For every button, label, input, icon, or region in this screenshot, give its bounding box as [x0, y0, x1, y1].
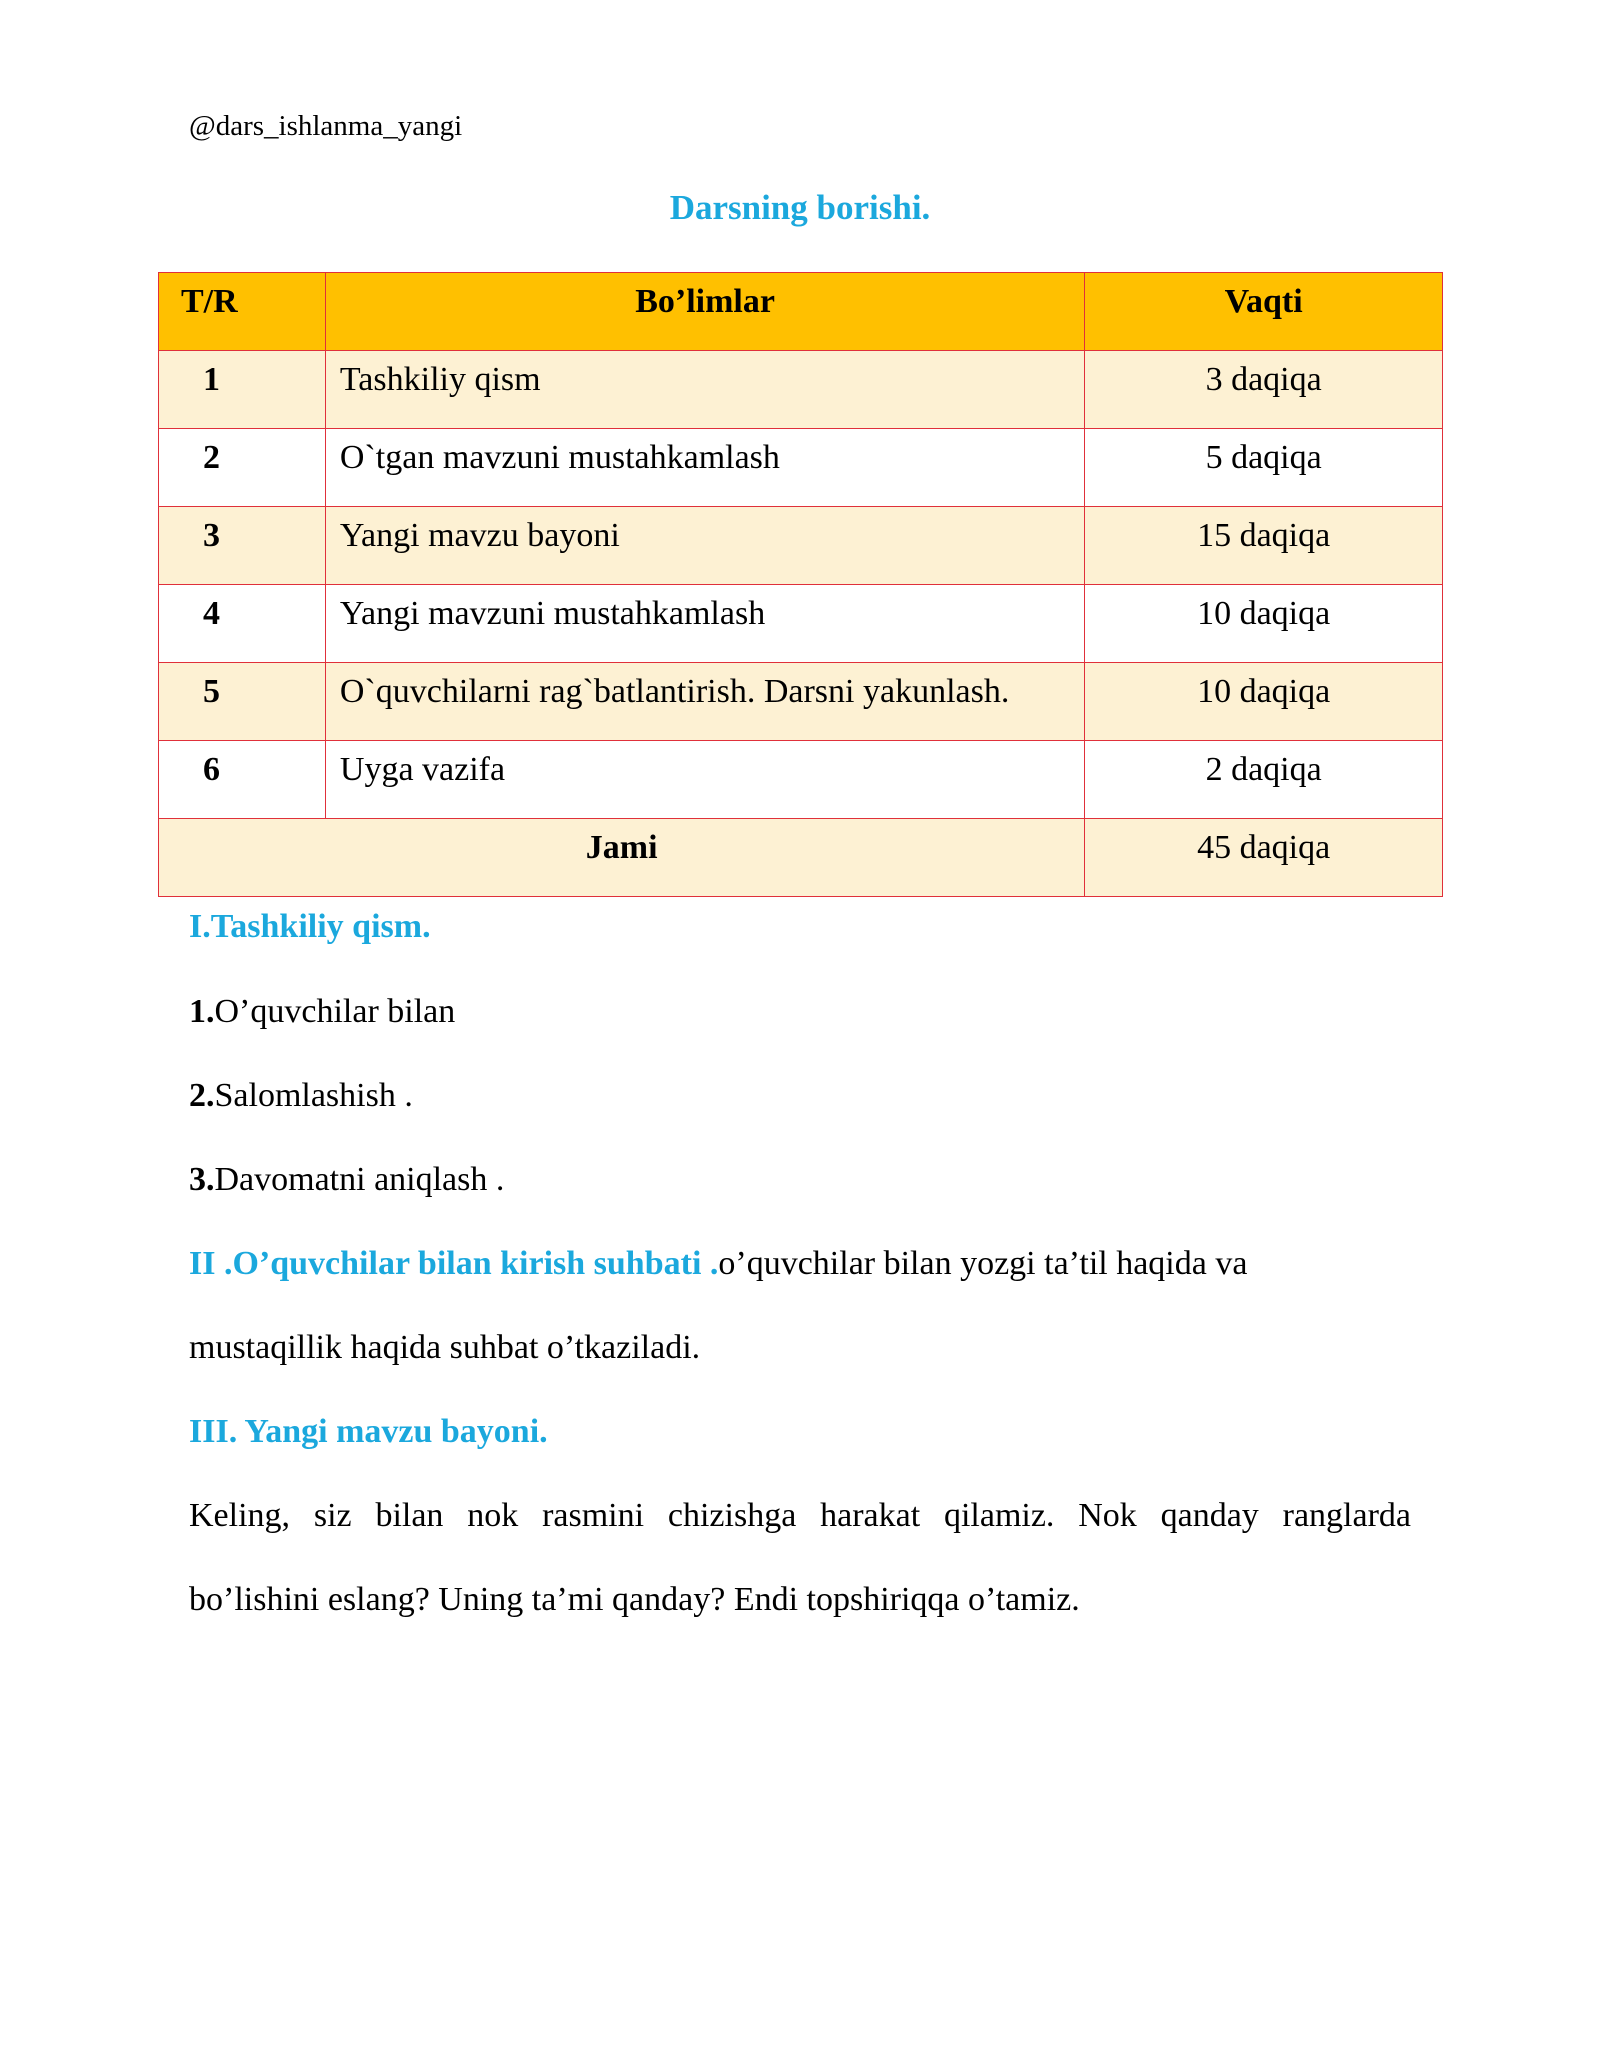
channel-handle: @dars_ishlanma_yangi: [189, 110, 463, 142]
list-item: [189, 993, 1411, 1031]
section2-heading: II .O’quvchilar bilan kirish suhbati .: [189, 1245, 719, 1282]
section3-heading: III. Yangi mavzu bayoni.: [189, 1413, 548, 1450]
list-item-number: 2.: [189, 1077, 215, 1114]
total-label: Jami: [159, 819, 1085, 897]
row-time: 5 daqiqa: [1085, 429, 1443, 507]
row-section: Yangi mavzuni mustahkamlash: [325, 585, 1084, 663]
table-row: [159, 585, 1443, 663]
row-num: 1: [159, 351, 326, 429]
table-row: [159, 741, 1443, 819]
row-section: Uyga vazifa: [325, 741, 1084, 819]
list-item: [189, 1161, 1411, 1199]
row-section: Tashkiliy qism: [325, 351, 1084, 429]
row-time: 10 daqiqa: [1085, 663, 1443, 741]
list-item-text: Davomatni aniqlash .: [214, 1161, 505, 1198]
list-item-number: 3.: [189, 1161, 215, 1198]
list-item-number: 1.: [189, 993, 215, 1030]
row-section: O`quvchilarni rag`batlantirish. Darsni yakunlash.: [325, 663, 1084, 741]
table-row: [159, 429, 1443, 507]
row-time: 3 daqiqa: [1085, 351, 1443, 429]
row-num: 5: [159, 663, 326, 741]
list-item-text: O’quvchilar bilan: [214, 993, 456, 1030]
section2-text-line2: mustaqillik haqida suhbat o’tkaziladi.: [189, 1329, 701, 1366]
total-time: 45 daqiqa: [1085, 819, 1443, 897]
section3-text-line1: Keling, siz bilan nok rasmini chizishga harakat qilamiz. Nok qanday ranglarda: [189, 1497, 1411, 1534]
table-row: [159, 663, 1443, 741]
header-num: T/R: [159, 273, 326, 351]
row-num: 2: [159, 429, 326, 507]
page-title: Darsning borishi.: [669, 188, 931, 227]
row-num: 6: [159, 741, 326, 819]
header-time: Vaqti: [1085, 273, 1443, 351]
section3-text-line2: bo’lishini eslang? Uning ta’mi qanday? Endi topshiriqqa o’tamiz.: [189, 1581, 1080, 1618]
row-section: O`tgan mavzuni mustahkamlash: [325, 429, 1084, 507]
table-row: [159, 507, 1443, 585]
row-num: 3: [159, 507, 326, 585]
section2-text-line1: o’quvchilar bilan yozgi ta’til haqida va: [718, 1245, 1248, 1282]
lesson-plan-table: [158, 272, 1443, 897]
table-header-row: [159, 273, 1443, 351]
table-total-row: [159, 819, 1443, 897]
list-item-text: Salomlashish .: [214, 1077, 413, 1114]
row-time: 2 daqiqa: [1085, 741, 1443, 819]
row-time: 15 daqiqa: [1085, 507, 1443, 585]
header-section: Bo’limlar: [325, 273, 1084, 351]
row-section: Yangi mavzu bayoni: [325, 507, 1084, 585]
section2-paragraph: [189, 1245, 1411, 1283]
row-num: 4: [159, 585, 326, 663]
table-row: [159, 351, 1443, 429]
list-item: [189, 1077, 1411, 1115]
section1-heading: I.Tashkiliy qism.: [189, 908, 431, 945]
row-time: 10 daqiqa: [1085, 585, 1443, 663]
